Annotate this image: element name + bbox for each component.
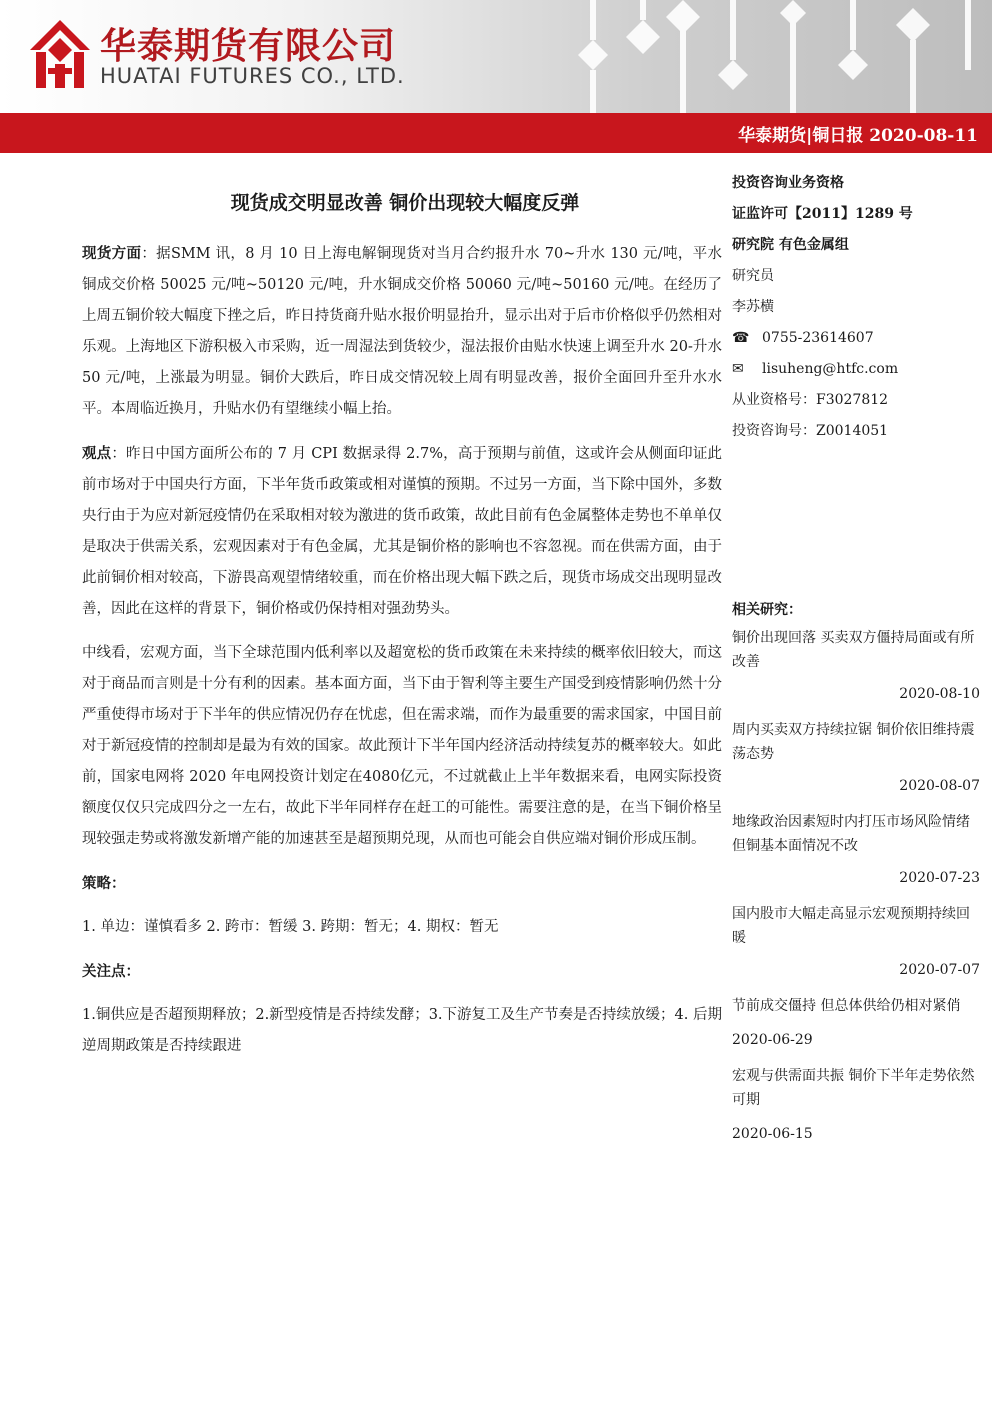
view-paragraph	[82, 438, 722, 625]
related-item-date: 2020-08-07	[899, 778, 980, 794]
phone-number: 0755-23614607	[762, 330, 874, 346]
qualification-line-1: 投资咨询业务资格	[732, 175, 844, 191]
related-item-title[interactable]: 铜价出现回落 买卖双方僵持局面或有所改善	[732, 630, 975, 670]
spot-text: ：据SMM 讯，8 月 10 日上海电解铜现货对当月合约报升水 70~升水 130 元/吨，平水铜成交价格 50025 元/吨~50120 元/吨，升水铜成交价格 50060 元/吨~50160 元/吨。在经历了上周五铜价较大幅度下挫之后，昨日持货商升贴水报价明显抬升，显示出对于后市价格似乎仍然相对乐观。上海地区下游积极入市采购，近一周湿法到货较少，湿法报价由贴水快速上调至升水 20-升水 50 元/吨，上涨最为明显。铜价大跌后，昨日成交情况较上周有明显改善，报价全面回升至升水水平。本周临近换月，升贴水仍有望继续小幅上抬。	[82, 246, 722, 417]
role: 研究员	[732, 268, 774, 284]
email-row	[732, 354, 980, 385]
department: 研究院 有色金属组	[732, 237, 849, 253]
related-research-heading: 相关研究：	[732, 602, 802, 618]
view-label: 观点	[82, 445, 112, 462]
header-decoration	[560, 0, 992, 113]
page-header	[0, 0, 992, 113]
spot-label: 现货方面	[82, 245, 142, 262]
consult-number: 投资咨询号：Z0014051	[732, 423, 889, 439]
related-item-date: 2020-08-10	[899, 686, 980, 702]
related-item-date: 2020-07-23	[899, 870, 980, 886]
related-item-date: 2020-06-29	[732, 1032, 813, 1048]
huatai-logo-icon	[30, 20, 90, 90]
report-body	[82, 238, 722, 1075]
sidebar	[732, 168, 980, 1158]
related-item-date: 2020-07-07	[899, 962, 980, 978]
strategy-heading: 策略：	[82, 875, 126, 892]
strategy-text: 1. 单边：谨慎看多 2. 跨市：暂缓 3. 跨期：暂无；4. 期权：暂无	[82, 919, 499, 935]
company-name-cn: 华泰期货有限公司	[100, 26, 397, 67]
related-item-title[interactable]: 宏观与供需面共振 铜价下半年走势依然可期	[732, 1068, 975, 1108]
related-item-title[interactable]: 国内股市大幅走高显示宏观预期持续回暖	[732, 906, 970, 946]
company-name-en: HUATAI FUTURES CO., LTD.	[100, 64, 405, 88]
cert-number: 从业资格号：F3027812	[732, 392, 889, 408]
email-icon: ✉	[732, 361, 744, 377]
focus-heading: 关注点：	[82, 963, 140, 980]
focus-text: 1.铜供应是否超预期释放；2.新型疫情是否持续发酵；3.下游复工及生产节奏是否持续放缓；4. 后期逆周期政策是否持续跟进	[82, 1007, 722, 1054]
related-item-title[interactable]: 周内买卖双方持续拉锯 铜价依旧维持震荡态势	[732, 722, 975, 762]
email-address[interactable]: lisuheng@htfc.com	[762, 361, 899, 377]
phone-icon: ☎	[732, 330, 750, 346]
qualification-line-2: 证监许可【2011】1289 号	[732, 206, 913, 222]
analyst-name: 李苏横	[732, 299, 774, 315]
midterm-paragraph: 中线看，宏观方面，当下全球范围内低利率以及超宽松的货币政策在未来持续的概率依旧较大，而这对于商品而言则是十分有利的因素。基本面方面，当下由于智利等主要生产国受到疫情影响仍然十分严重使得市场对于下半年的供应情况仍存在忧虑，但在需求端，而作为最重要的需求国家，中国目前对于新冠疫情的控制却是最为有效的国家。故此预计下半年国内经济活动持续复苏的概率较大。如此前，国家电网将 2020 年电网投资计划定在4080亿元，不过就截止上半年数据来看，电网实际投资额度仅仅只完成四分之一左右，故此下半年同样存在赶工的可能性。需要注意的是，在当下铜价格呈现较强走势或将激发新增产能的加速甚至是超预期兑现，从而也可能会自供应端对铜价形成压制。	[82, 645, 722, 847]
phone-row	[732, 323, 980, 354]
report-title: 现货成交明显改善 铜价出现较大幅度反弹	[230, 192, 580, 214]
related-item-title[interactable]: 节前成交僵持 但总体供给仍相对紧俏	[732, 998, 961, 1014]
view-text: ：昨日中国方面所公布的 7 月 CPI 数据录得 2.7%，高于预期与前值，这或许会从侧面印证此前市场对于中国央行方面，下半年货币政策或相对谨慎的预期。不过另一方面，当下除中国外，多数央行由于为应对新冠疫情仍在采取相对较为激进的货币政策，故此目前有色金属整体走势也不单单仅是取决于供需关系，宏观因素对于有色金属，尤其是铜价格的影响也不容忽视。而在供需方面，由于此前铜价相对较高，下游畏高观望情绪较重，而在价格出现大幅下跌之后，现货市场成交出现明显改善，因此在这样的背景下，铜价格或仍保持相对强劲势头。	[82, 446, 722, 617]
report-banner-text: 华泰期货|铜日报 2020-08-11	[738, 126, 978, 146]
related-item-title[interactable]: 地缘政治因素短时内打压市场风险情绪 但铜基本面情况不改	[732, 814, 970, 854]
related-item-date: 2020-06-15	[732, 1126, 813, 1142]
spot-paragraph	[82, 238, 722, 425]
